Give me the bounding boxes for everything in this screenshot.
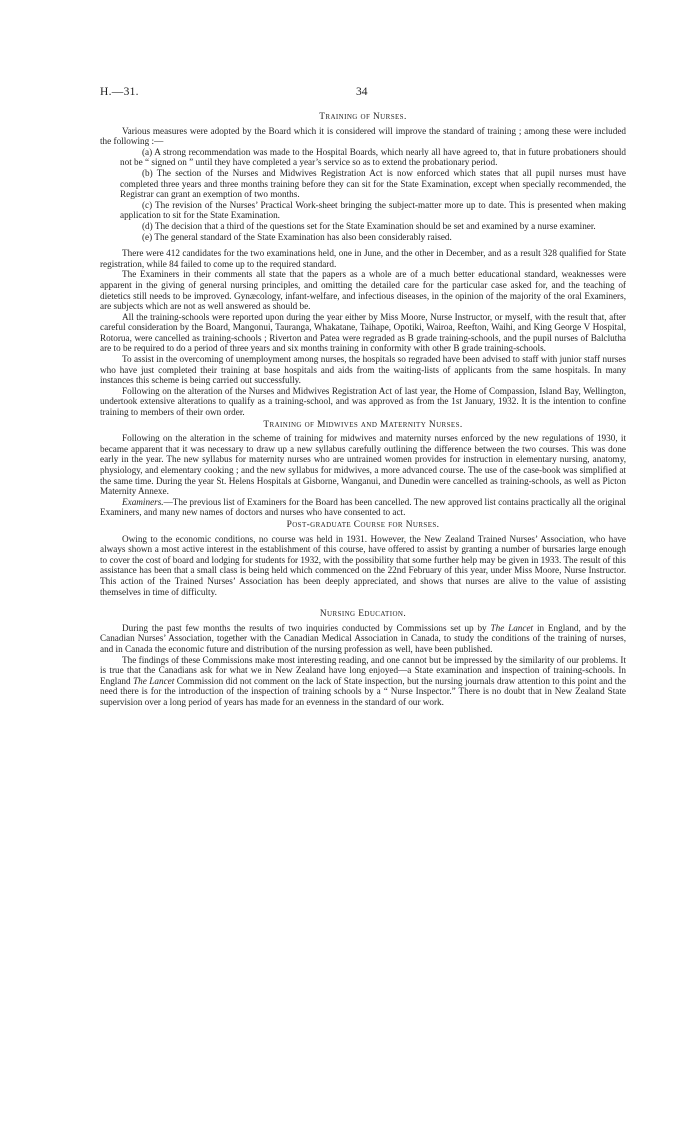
paragraph (100, 655, 626, 708)
paragraph: There were 412 candidates for the two examinations held, one in June, and the other in December, and as a result 328 qualified for State registration, while 84 failed to come up to the required standard. (100, 248, 626, 269)
section-heading: Training of Midwives and Maternity Nurses. (263, 419, 463, 430)
publication-title: The Lancet (133, 675, 175, 686)
section-training-of-midwives (100, 420, 626, 518)
examiners-paragraph (100, 497, 626, 518)
list-item: (b) The section of the Nurses and Midwives Registration Act is now enforced which states that all pupil nurses must have completed three years and three months training before they can sit for the State Examination, except when specially recommended, the Registrar can grant an exemption of two months. (120, 167, 626, 200)
section-heading: Nursing Education. (319, 609, 407, 620)
text-run: Commission did not comment on the lack of State inspection, but the nursing journals draw attention to this point and the need there is for the introduction of the inspection of training schools by a “ Nurse Inspector.” There is no doubt that in New Zealand State supervision over a long period of years has made for an evenness in the standard of our work. (100, 675, 626, 707)
paragraph: All the training-schools were reported upon during the year either by Miss Moore, Nurse Instructor, or myself, with the result that, after careful consideration by the Board, Mangonui, Tauranga, Whakatane, Taihape, Opotiki, Wairoa, Reefton, Waihi, and King George V Hospital, Rotorua, were cancelled as training-schools ; Riverton and Patea were regraded as B grade training-schools, and the pupil nurses of Balclutha are to be required to do a period of three years and six months training in conformity with other B grade training-schools. (100, 311, 626, 354)
paragraph (100, 623, 626, 655)
measures-list (100, 147, 626, 242)
paragraph: Various measures were adopted by the Board which it is considered will improve the standard of training ; among these were included the following :— (100, 125, 626, 147)
paragraph: To assist in the overcoming of unemployment among nurses, the hospitals so regraded have been advised to staff with junior staff nurses who have just completed their training at base hospitals and aids from the waiting-lists of applicants from the same hospitals. In many instances this scheme is being carried out successfully. (100, 354, 626, 386)
text-run: in England, and by the Canadian Nurses’ Association, together with the Canadian Medical Association in Canada, to study the conditions of the training of nurses, and in Canada the economic future and distribution of the nursing profession as well, have been published. (100, 622, 626, 654)
report-reference: H.—31. (100, 86, 139, 98)
text-run: During the past few months the results of two inquiries conducted by Commissions set up by (122, 622, 491, 633)
running-header (100, 86, 626, 102)
list-item: (e) The general standard of the State Examination has also been considerably raised. (142, 231, 452, 242)
list-item: (d) The decision that a third of the questions set for the State Examination should be set and examined by a nurse examiner. (142, 220, 596, 231)
section-nursing-education (100, 609, 626, 707)
section-heading: Post-graduate Course for Nurses. (286, 519, 440, 530)
section-post-graduate-course (100, 520, 626, 597)
section-training-of-nurses (100, 112, 626, 418)
paragraph: Owing to the economic conditions, no course was held in 1931. However, the New Zealand Trained Nurses’ Association, who have always shown a most active interest in the establishment of this course, have offered to assist by granting a number of bursaries large enough to cover the cost of board and lodging for students for 1932, with the possibility that some further help may be given in 1933. The result of this assistance has been that a small class is being held which commenced on the 22nd February of this year, under Miss Moore, Nurse Instructor. This action of the Trained Nurses’ Association has been deeply appreciated, and shows that nurses are alive to the value of assisting themselves in time of difficulty. (100, 533, 626, 597)
examiners-label: Examiners. (122, 496, 164, 507)
paragraph: Following on the alteration of the Nurses and Midwives Registration Act of last year, the Home of Compassion, Island Bay, Wellington, undertook extensive alterations to qualify as a training-school, and was approved as from the 1st January, 1932. It is the intention to confine training to members of their own order. (100, 385, 626, 418)
list-item: (a) A strong recommendation was made to the Hospital Boards, which nearly all have agreed to, that in future probationers should not be “ signed on ” until they have completed a year’s service so as to extend the probationary period. (120, 146, 626, 168)
document-body (100, 112, 626, 707)
section-heading: Training of Nurses. (319, 112, 407, 122)
text-run: The findings of these Commissions make most interesting reading, and one cannot but be impressed by the similarity of our problems. It is true that the Canadians ask for what we in New Zealand have long enjoyed—a State examination and inspection of training-schools. In England (100, 654, 626, 686)
publication-title: The Lancet (490, 622, 534, 633)
page-number: 34 (356, 86, 368, 98)
list-item: (c) The revision of the Nurses’ Practical Work-sheet bringing the subject-matter more up to date. This is presented when making application to sit for the State Examination. (120, 199, 626, 221)
paragraph: Following on the alteration in the scheme of training for midwives and maternity nurses enforced by the new regulations of 1930, it became apparent that it was necessary to draw up a new syllabus carefully outlining the difference between the two courses. This was done early in the year. The new syllabus for maternity nurses who are untrained women provides for instruction in elementary nursing, anatomy, physiology, and elementary cooking ; and the new syllabus for midwives, a more advanced course. The use of the case-book was simplified at the same time. During the year St. Helens Hospitals at Gisborne, Wanganui, and Dunedin were cancelled as training-schools, as well as Picton Maternity Annexe. (100, 433, 626, 497)
examiners-text: —The previous list of Examiners for the Board has been cancelled. The new approved list contains practically all the original Examiners, and many new names of doctors and nurses who have consented to act. (100, 496, 626, 518)
paragraph: The Examiners in their comments all state that the papers as a whole are of a much better educational standard, weaknesses were apparent in the giving of general nursing principles, and omitting the detailed care for the particular case asked for, and the teaching of dietetics still needs to be improved. Gynæcology, infant-welfare, and infectious diseases, in the opinion of the majority of the oral Examiners, are subjects which are not as well answered as should be. (100, 269, 626, 312)
